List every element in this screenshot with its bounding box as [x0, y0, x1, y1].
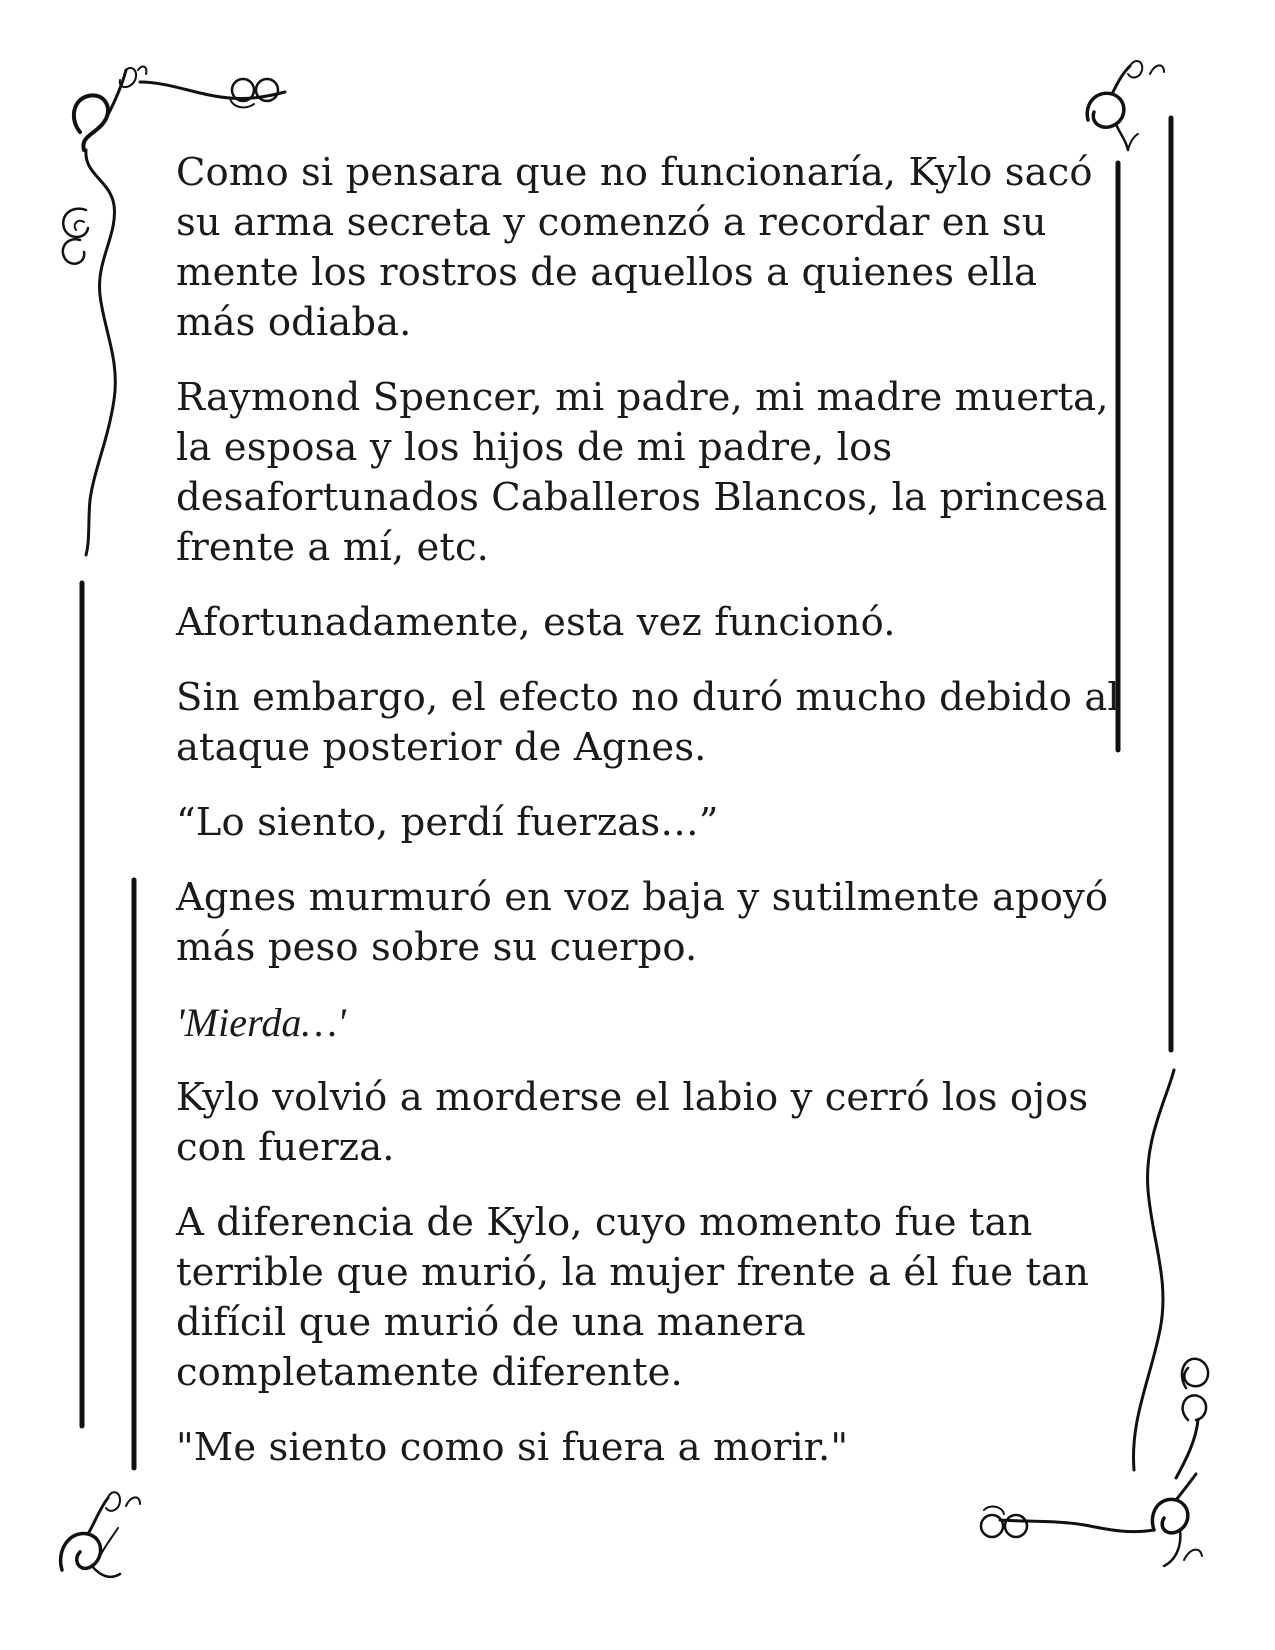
paragraph-1 [176, 148, 1106, 348]
text-line: Agnes murmuró en voz baja y sutilmente apoyó [176, 875, 1109, 920]
text-line: Kylo volvió a morderse el labio y cerró los ojos [176, 1075, 1089, 1120]
paragraph-5-dialogue [176, 798, 1106, 848]
text-line: más odiaba. [176, 300, 412, 345]
text-line: 'Mierda…' [176, 1000, 346, 1045]
paragraph-8 [176, 1073, 1106, 1173]
top-right-flourish [1087, 61, 1164, 150]
text-line: con fuerza. [176, 1125, 395, 1170]
paragraph-6 [176, 873, 1109, 973]
paragraph-3 [176, 598, 1106, 648]
paragraph-7-thought [176, 998, 1106, 1048]
text-line: completamente diferente. [176, 1350, 683, 1395]
text-line: más peso sobre su cuerpo. [176, 925, 698, 970]
paragraph-10-dialogue [176, 1423, 1106, 1473]
bottom-left-flourish [61, 1492, 140, 1577]
text-line: A diferencia de Kylo, cuyo momento fue tan [176, 1200, 1033, 1245]
text-line: "Me siento como si fuera a morir." [176, 1425, 849, 1470]
text-line: terrible que murió, la mujer frente a él fue tan [176, 1250, 1090, 1295]
text-line: “Lo siento, perdí fuerzas…” [176, 800, 719, 845]
text-line: Sin embargo, el efecto no duró mucho debido al [176, 675, 1120, 720]
text-line: difícil que murió de una manera [176, 1300, 806, 1345]
text-line: Raymond Spencer, mi padre, mi madre muerta, [176, 375, 1109, 420]
text-line: mente los rostros de aquellos a quienes ella [176, 250, 1038, 295]
document-body [176, 148, 1120, 1498]
paragraph-2 [176, 373, 1109, 573]
text-line: ataque posterior de Agnes. [176, 725, 707, 770]
paragraph-4 [176, 673, 1120, 773]
text-line: frente a mí, etc. [176, 525, 489, 570]
paragraph-9 [176, 1198, 1106, 1398]
text-line: Como si pensara que no funcionaría, Kylo sacó [176, 150, 1093, 195]
text-line: la esposa y los hijos de mi padre, los [176, 425, 893, 470]
text-line: su arma secreta y comenzó a recordar en su [176, 200, 1047, 245]
text-line: desafortunados Caballeros Blancos, la princesa [176, 475, 1108, 520]
text-line: Afortunadamente, esta vez funcionó. [176, 600, 896, 645]
